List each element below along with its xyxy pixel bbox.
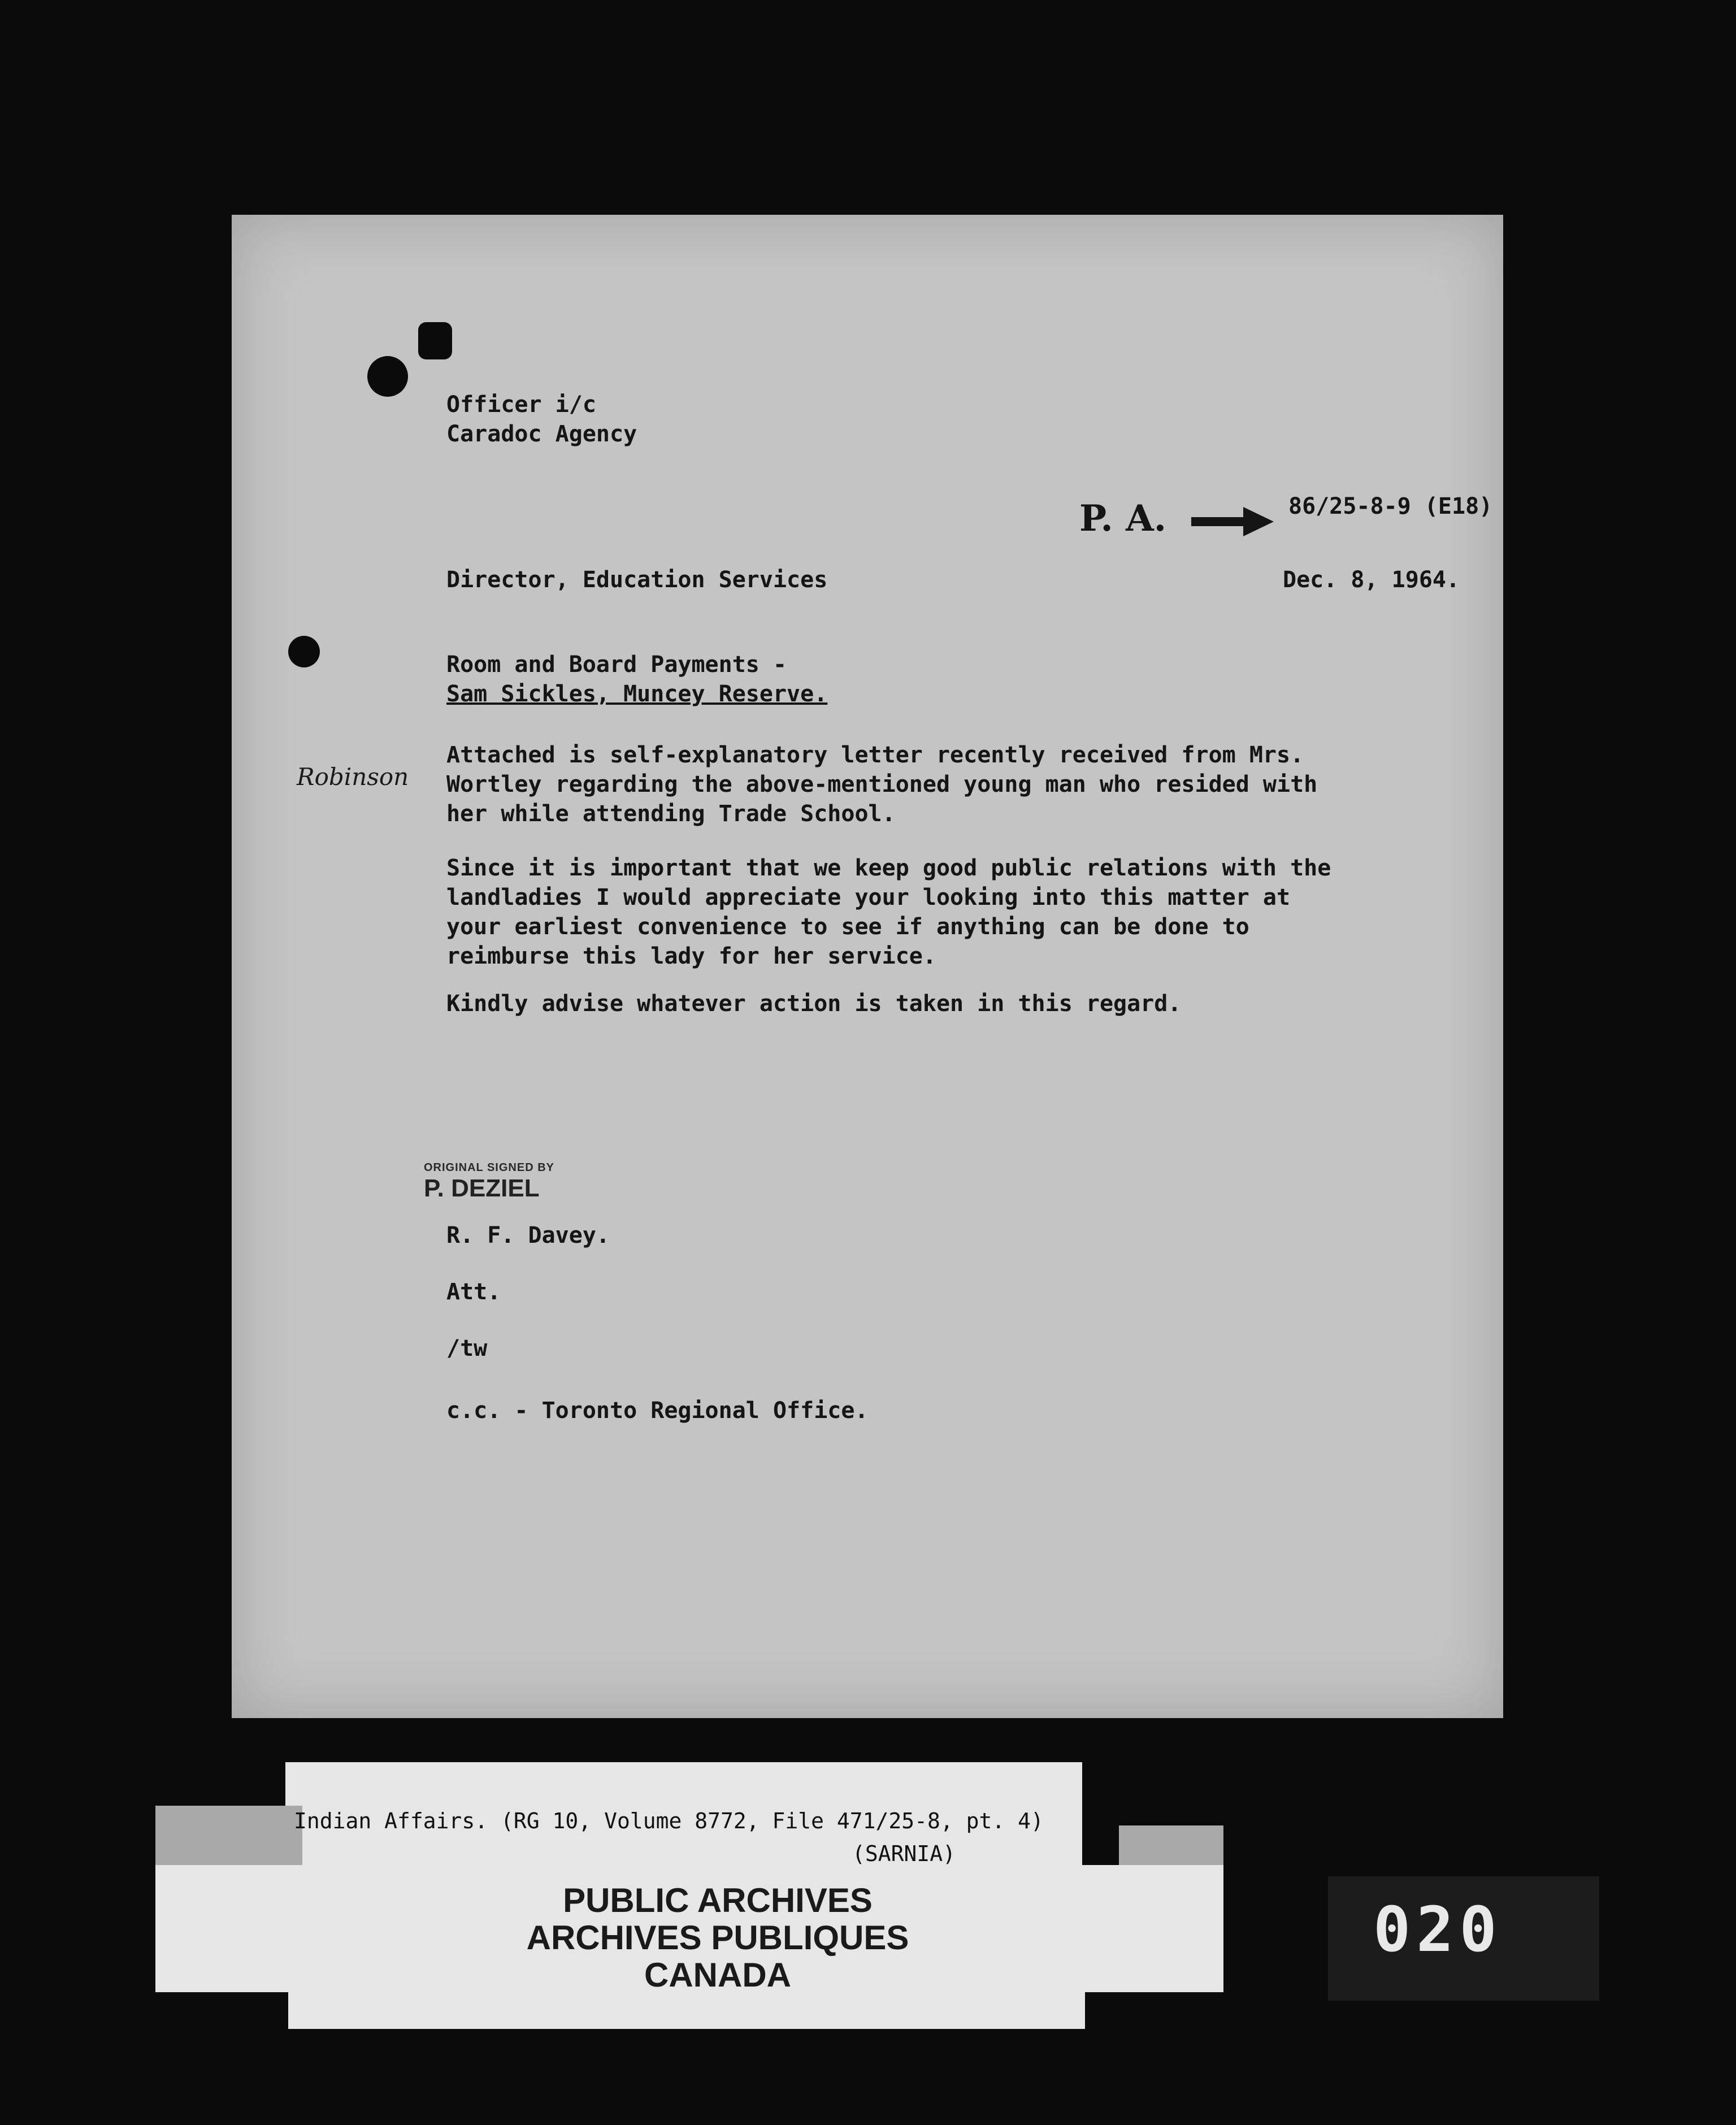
sender: Director, Education Services <box>446 567 828 593</box>
letter-date: Dec. 8, 1964. <box>1283 567 1460 593</box>
file-number: 86/25-8-9 (E18) <box>1288 493 1493 519</box>
margin-note: Robinson <box>297 763 409 791</box>
pa-stamp-text: P. A. <box>1079 497 1167 540</box>
punch-hole <box>288 636 320 667</box>
body-paragraph: Attached is self-explanatory letter recently received from Mrs. Wortley regarding the above-mentioned young man who resided with her while attending Trade School. <box>446 742 1318 827</box>
file-subcaption: (SARNIA) <box>852 1841 956 1866</box>
arrow-icon <box>1191 505 1276 539</box>
subject-name: Sam Sickles, Muncey Reserve. <box>446 681 828 707</box>
archive-line-fr: ARCHIVES PUBLIQUES <box>526 1919 909 1957</box>
subject-line: Room and Board Payments - <box>446 652 787 678</box>
body-paragraph: Kindly advise whatever action is taken in this regard. <box>446 991 1182 1017</box>
file-caption: Indian Affairs. (RG 10, Volume 8772, File 471/25-8, pt. 4) <box>294 1809 1044 1833</box>
archive-line-en: PUBLIC ARCHIVES <box>563 1881 873 1919</box>
attachment-note: Att. <box>446 1279 501 1305</box>
archive-label <box>396 1882 1040 1994</box>
signature-stamp <box>424 1161 554 1203</box>
frame-number: 020 <box>1373 1893 1503 1966</box>
stamp-caption: ORIGINAL SIGNED BY <box>424 1161 554 1174</box>
recipient-agency: Caradoc Agency <box>446 421 637 447</box>
body-paragraph: Since it is important that we keep good public relations with the landladies I would appreciate your looking into this matter at your earliest convenience to see if anything can be done to reimburse this lady for her service. <box>446 855 1331 969</box>
archive-card-bottom <box>288 1989 1085 2029</box>
stamp-name: P. DEZIEL <box>424 1174 540 1202</box>
letter-page <box>232 215 1503 1718</box>
recipient-title: Officer i/c <box>446 392 596 418</box>
frame-number-plate <box>1328 1876 1599 2001</box>
archive-line-country: CANADA <box>644 1956 791 1994</box>
punch-hole <box>367 356 408 397</box>
pa-stamp <box>1079 497 1286 540</box>
punch-hole <box>418 322 452 359</box>
signatory: R. F. Davey. <box>446 1222 610 1248</box>
typist-initials: /tw <box>446 1335 488 1361</box>
carbon-copy: c.c. - Toronto Regional Office. <box>446 1398 869 1424</box>
